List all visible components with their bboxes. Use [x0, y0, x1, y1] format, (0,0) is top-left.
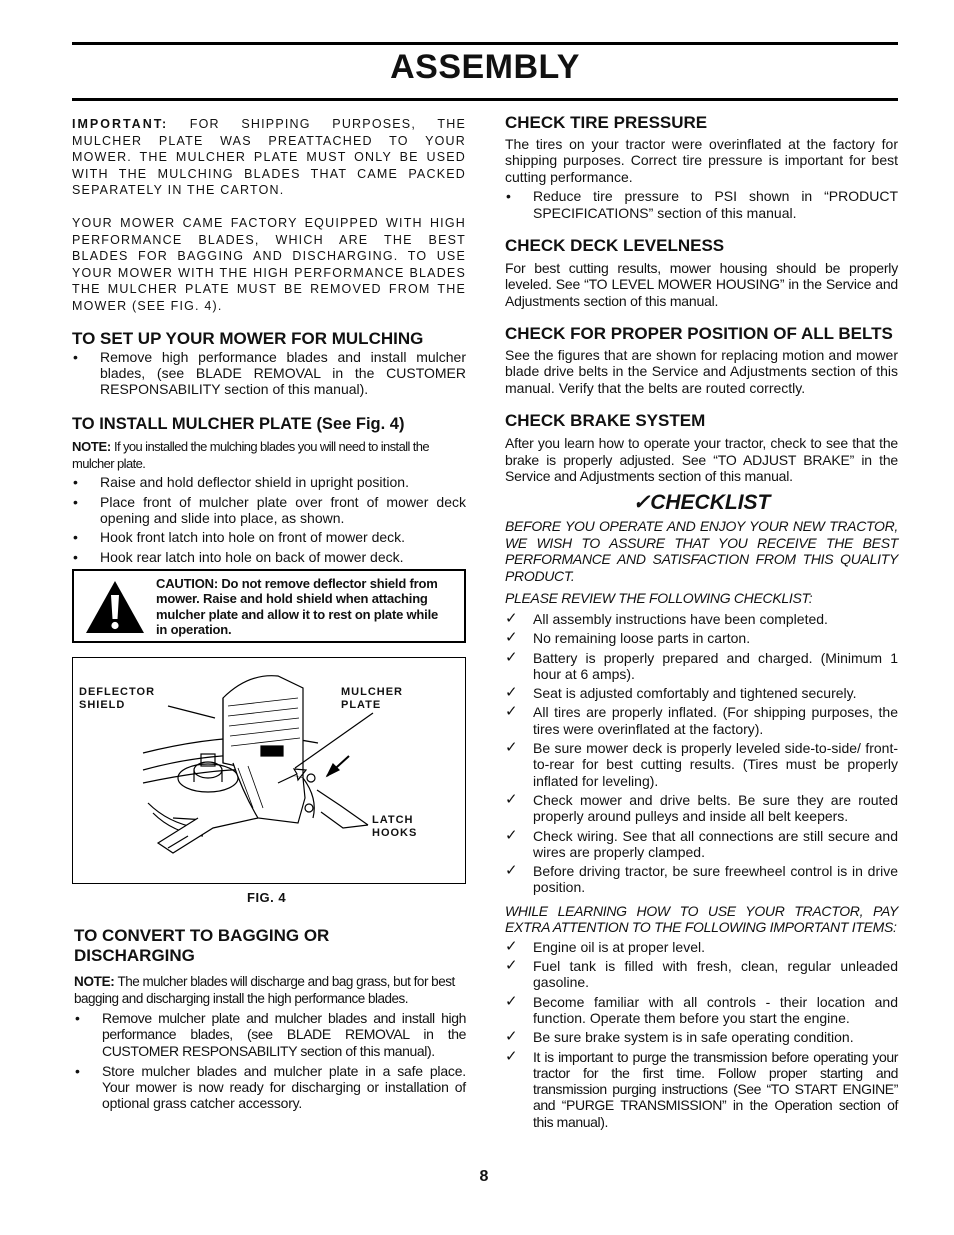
before-operate-text: BEFORE YOU OPERATE AND ENJOY YOUR NEW TRACTOR, WE WISH TO ASSURE THAT YOU RECEIVE THE BEST PERFORMANCE AND SATISFACTION FROM THIS QUALITY PRODUCT.: [505, 518, 898, 584]
caution-box: [72, 569, 466, 643]
list-item: • Remove high performance blades and install mulcher blades, (see BLADE REMOVAL in the CUSTOMER RESPONSABILITY section of this manual).: [72, 349, 466, 398]
brake-heading: CHECK BRAKE SYSTEM: [505, 411, 706, 431]
factory-blades-paragraph: YOUR MOWER CAME FACTORY EQUIPPED WITH HIGH PERFORMANCE BLADES, WHICH ARE THE BEST BLADES FOR BAGGING AND DISCHARGING. TO USE YOUR MOWER WITH THE HIGH PERFORMANCE BLADES THE MULCHER PLATE MUST BE REMOVED FROM THE MOWER (SEE FIG. 4).: [72, 215, 466, 313]
check-mark-icon: ✓: [505, 1028, 518, 1046]
brake-text: After you learn how to operate your tractor, check to see that the brake is properly adjusted. See “TO ADJUST BRAKE” in the Service and Adjustments section of this manual.: [505, 435, 898, 485]
install-bullet-list: [72, 474, 466, 564]
checklist-item: ✓ Be sure mower deck is properly leveled side-to-side/ front-to-rear for best cutting results. (Tires must be properly inflated for leveling).: [505, 739, 898, 789]
check-mark-icon: ✓: [505, 862, 518, 880]
checklist-item: ✓ Become familiar with all controls - their location and function. Operate them before you start the engine.: [505, 992, 898, 1026]
checklist: [505, 611, 898, 896]
note-text: If you installed the mulching blades you will need to install the mulcher plate.: [72, 439, 430, 472]
warning-triangle-icon: [84, 579, 146, 635]
checklist-item: ✓ It is important to purge the transmission before operating your tractor for the first time. Follow proper starting and transmission purging instructions (See “TO START ENGINE” and “PURGE TRANSMISSION” in the Operation section of this manual).: [505, 1047, 898, 1130]
setup-heading: TO SET UP YOUR MOWER FOR MULCHING: [72, 328, 424, 348]
top-rule: [72, 42, 898, 45]
figure-caption: FIG. 4: [247, 889, 287, 905]
note-text: The mulcher blades will discharge and bag grass, but for best bagging and discharging install the high performance blades.: [74, 973, 455, 1006]
check-mark-icon: ✓: [505, 826, 518, 844]
checklist-item: ✓ Battery is properly prepared and charged. (Minimum 1 hour at 6 amps).: [505, 648, 898, 682]
list-item: • Hook front latch into hole on front of mower deck.: [72, 529, 466, 545]
checklist-item: ✓ Fuel tank is filled with fresh, clean, regular unleaded gasoline.: [505, 957, 898, 991]
belts-heading: CHECK FOR PROPER POSITION OF ALL BELTS: [505, 324, 893, 344]
list-item: • Place front of mulcher plate over front of mower deck opening and slide into place, as shown.: [72, 494, 466, 527]
check-mark-icon: ✓: [505, 992, 518, 1010]
review-checklist-text: PLEASE REVIEW THE FOLLOWING CHECKLIST:: [505, 590, 813, 607]
tire-pressure-heading: CHECK TIRE PRESSURE: [505, 113, 708, 132]
checklist-item: ✓ Seat is adjusted comfortably and tightened securely.: [505, 684, 857, 702]
right-column: [505, 113, 898, 1130]
caution-text: CAUTION: Do not remove deflector shield from mower. Raise and hold shield when attaching mulcher plate and allow it to rest on plate while in operation.: [156, 575, 439, 638]
list-item: • Raise and hold deflector shield in upright position.: [72, 474, 466, 490]
while-learning-text: WHILE LEARNING HOW TO USE YOUR TRACTOR, PAY EXTRA ATTENTION TO THE FOLLOWING IMPORTANT ITEMS:: [505, 902, 898, 935]
check-mark-icon: ✓: [505, 957, 518, 975]
page-number: 8: [479, 1168, 489, 1185]
tire-bullet-list: [505, 188, 898, 221]
check-mark-icon: ✓: [505, 648, 518, 666]
check-mark-icon: ✓: [505, 790, 518, 808]
checklist-item: ✓ Engine oil is at proper level.: [505, 937, 705, 955]
deck-levelness-text: For best cutting results, mower housing should be properly leveled. See “TO LEVEL MOWER HOUSING” in the Service and Adjustments section of this manual.: [505, 259, 898, 309]
important-label: IMPORTANT:: [72, 117, 169, 131]
install-heading: TO INSTALL MULCHER PLATE (See Fig. 4): [72, 415, 405, 434]
list-item: • Reduce tire pressure to PSI shown in “PRODUCT SPECIFICATIONS” section of this manual.: [505, 188, 898, 221]
check-mark-icon: ✓: [505, 684, 518, 702]
latch-hooks-label: LATCH HOOKS: [372, 813, 418, 839]
important-paragraph: [72, 116, 466, 199]
important-text: FOR SHIPPING PURPOSES, THE MULCHER PLATE WAS PREATTACHED TO YOUR MOWER. THE MULCHER PLATE MUST ONLY BE USED WITH THE MULCHING BLADES THAT CAME PACKED SEPARATELY IN THE CARTON.: [72, 117, 466, 198]
title-rule: [72, 98, 898, 101]
list-item: • Remove mulcher plate and mulcher blades and install high performance blades, (see BLADE REMOVAL in the CUSTOMER RESPONSABILITY section of this manual).: [74, 1010, 466, 1059]
check-mark-icon: ✓: [505, 629, 518, 647]
convert-heading: TO CONVERT TO BAGGING OR DISCHARGING: [74, 925, 330, 965]
convert-note: [74, 973, 466, 1007]
checklist-item: ✓ Before driving tractor, be sure freewheel control is in drive position.: [505, 862, 898, 896]
setup-bullet-list: [72, 349, 466, 398]
mulcher-plate-label: MULCHER PLATE: [341, 685, 403, 711]
list-item: • Store mulcher blades and mulcher plate in a safe place. Your mower is now ready for discharging or installation of optional grass catcher accessory.: [74, 1063, 466, 1112]
checklist-heading: ✓CHECKLIST: [632, 491, 771, 515]
note-label: NOTE:: [74, 973, 115, 989]
tire-pressure-text: The tires on your tractor were overinflated at the factory for shipping purposes. Correct tire pressure is important for best cutting performance.: [505, 136, 898, 185]
checklist-item: ✓ Check wiring. See that all connections are still secure and wires are properly clamped.: [505, 826, 898, 860]
left-column: [72, 116, 466, 1112]
belts-text: See the figures that are shown for replacing motion and mower blade drive belts in the Service and Adjustments section of this manual. Verify that the belts are routed correctly.: [505, 347, 898, 396]
checklist-item: ✓ Check mower and drive belts. Be sure they are routed properly around pulleys and inside all belt keepers.: [505, 790, 898, 825]
checklist-item: ✓ All assembly instructions have been completed.: [505, 609, 828, 627]
convert-bullet-list: [74, 1010, 466, 1112]
check-mark-icon: ✓: [505, 609, 518, 627]
page-title: ASSEMBLY: [390, 48, 580, 86]
install-note: [72, 438, 466, 472]
note-label: NOTE:: [72, 439, 111, 455]
checklist-item: ✓ All tires are properly inflated. (For shipping purposes, the tires were overinflated at the factory).: [505, 703, 898, 737]
figure-4: [72, 657, 466, 884]
check-mark-icon: ✓: [505, 1047, 518, 1065]
important-items-list: [505, 939, 898, 1130]
deflector-shield-label: DEFLECTOR SHIELD: [79, 685, 156, 711]
check-mark-icon: ✓: [505, 739, 518, 757]
deck-levelness-heading: CHECK DECK LEVELNESS: [505, 235, 725, 255]
checklist-item: ✓ Be sure brake system is in safe operating condition.: [505, 1028, 854, 1046]
check-mark-icon: ✓: [505, 703, 518, 721]
list-item: • Hook rear latch into hole on back of mower deck.: [72, 549, 466, 565]
checklist-item: ✓ No remaining loose parts in carton.: [505, 629, 751, 647]
check-mark-icon: ✓: [505, 937, 518, 955]
